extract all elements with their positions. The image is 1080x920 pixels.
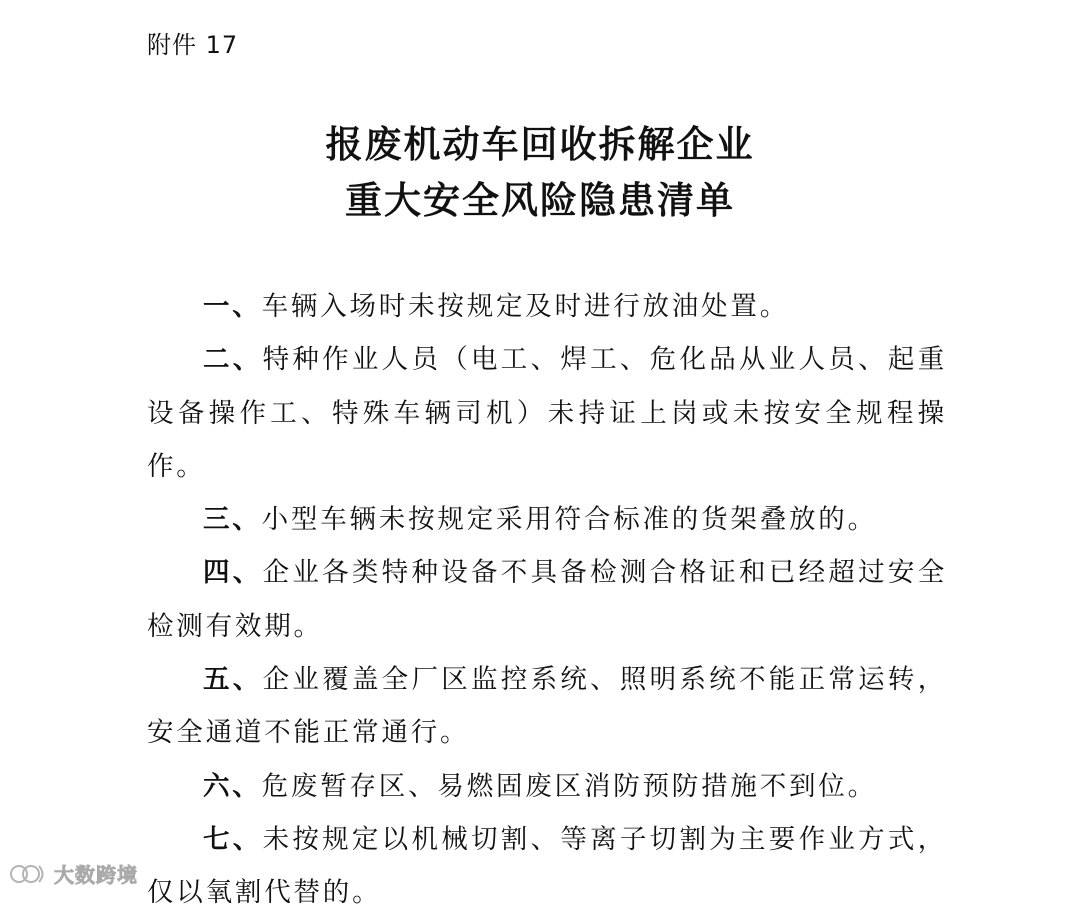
hazard-list bbox=[147, 280, 947, 920]
hazard-item-2 bbox=[147, 333, 947, 493]
hazard-item-number: 一、 bbox=[203, 291, 262, 322]
hazard-item-text: 车辆入场时未按规定及时进行放油处置。 bbox=[261, 291, 790, 322]
hazard-item-text: 危废暂存区、易燃固废区消防预防措施不到位。 bbox=[261, 770, 877, 802]
hazard-item-number: 六、 bbox=[203, 770, 262, 802]
hazard-item-6 bbox=[147, 760, 947, 813]
hazard-item-number: 二、 bbox=[203, 344, 263, 376]
hazard-item-text: 企业各类特种设备不具备检测合格证和已经超过安全检测有效期。 bbox=[147, 557, 947, 642]
hazard-item-1 bbox=[147, 280, 947, 333]
document-title-line-1: 报废机动车回收拆解企业 bbox=[325, 122, 755, 166]
hazard-item-3 bbox=[147, 493, 947, 546]
hazard-item-number: 四、 bbox=[203, 557, 263, 589]
hazard-item-4 bbox=[147, 546, 947, 653]
hazard-item-7 bbox=[147, 813, 947, 920]
attachment-label: 附件 17 bbox=[147, 31, 239, 59]
watermark bbox=[8, 858, 138, 888]
hazard-item-text: 小型车辆未按规定采用符合标准的货架叠放的。 bbox=[261, 504, 877, 536]
hazard-item-number: 五、 bbox=[203, 664, 263, 696]
watermark-text: 大数跨境 bbox=[54, 862, 138, 887]
hazard-item-5 bbox=[147, 653, 947, 760]
document-title-line-2: 重大安全风险隐患清单 bbox=[345, 178, 735, 222]
hazard-item-text: 未按规定以机械切割、等离子切割为主要作业方式，仅以氧割代替的。 bbox=[147, 823, 947, 909]
hazard-item-text: 企业覆盖全厂区监控系统、照明系统不能正常运转，安全通道不能正常通行。 bbox=[147, 664, 947, 749]
hazard-item-number: 三、 bbox=[203, 504, 262, 536]
hazard-item-number: 七、 bbox=[203, 823, 263, 855]
dashujk-logo-icon bbox=[8, 860, 50, 886]
hazard-item-text: 特种作业人员（电工、焊工、危化品从业人员、起重设备操作工、特殊车辆司机）未持证上岗或未按安全规程操作。 bbox=[147, 344, 947, 482]
